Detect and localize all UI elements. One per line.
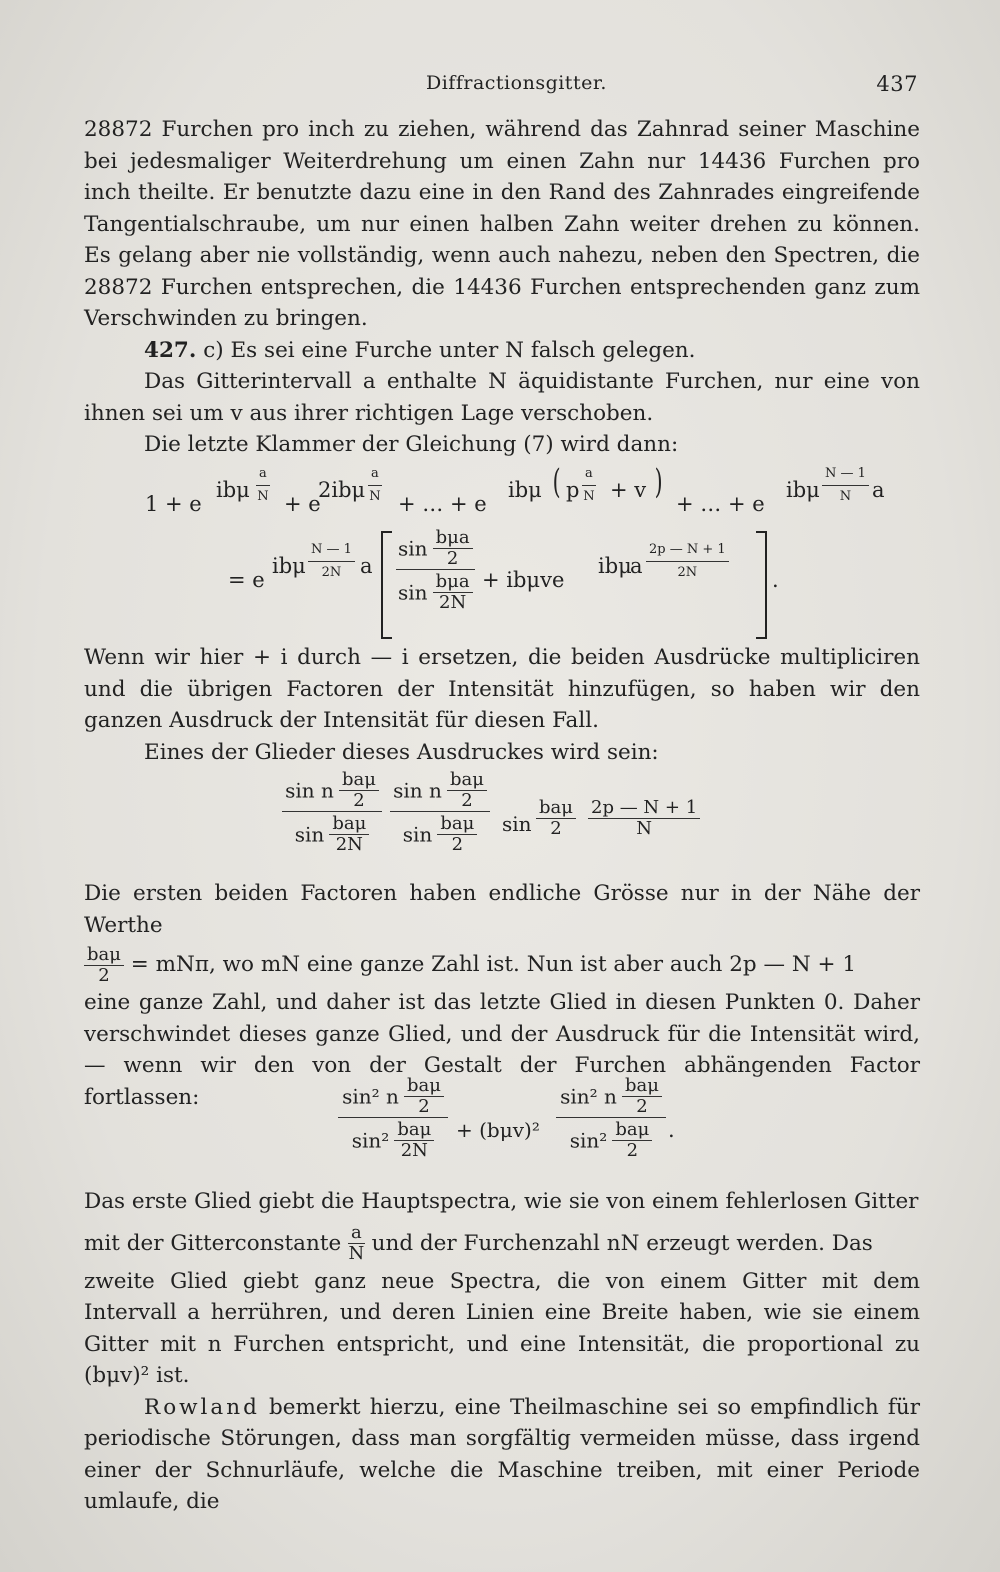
paragraph-4: Die letzte Klammer der Gleichung (7) wird dann: — [144, 432, 679, 457]
paragraph-13 — [84, 1392, 920, 1518]
eq3-frac-2: sin n $\frac{\text{baμ}}{2}$ sin $\frac{\text{baμ}}{2}$ — [390, 770, 490, 855]
p8-frac: $\frac{\text{baμ}}{2}$ — [84, 945, 124, 986]
p11-text-b: und der Furchenzahl nN erzeugt werden. Das — [371, 1230, 873, 1256]
paragraph-11 — [84, 1222, 920, 1266]
section-heading: c) Es sei eine Furche unter N falsch gelegen. — [203, 337, 696, 363]
p13-text: bemerkt hierzu, eine Theilmaschine sei so empfindlich für periodische Störungen, dass man sorgfältig vermeiden müsse, dass irgend einer der Schnurläufe, welche die Maschine treiben, mit einer Periode umlaufe, die — [84, 1394, 920, 1514]
section-number: 427. — [144, 337, 197, 363]
eq1-frac-2: $\frac{a}{N}$ — [368, 463, 382, 508]
paragraph-12: zweite Glied giebt ganz neue Spectra, die von einem Gitter mit dem Intervall a herrühren, und deren Linien eine Breite haben, wie sie einem Gitter mit n Furchen entspricht, und eine Intensität, die proportional zu (bμv)² ist. — [84, 1268, 920, 1388]
eq1-exp-a: a — [872, 478, 885, 502]
page-header — [84, 72, 920, 102]
paragraph-10: Das erste Glied giebt die Hauptspectra, wie sie von einem fehlerlosen Gitter — [84, 1189, 919, 1214]
section-427 — [84, 335, 920, 367]
eq4-plus: + (bμv)² — [456, 1118, 540, 1142]
eq2-frac-exp: $\frac{N — 1}{2N}$ — [308, 539, 355, 584]
eq1-frac-3: $\frac{a}{N}$ — [582, 463, 596, 508]
page-number: 437 — [876, 72, 918, 96]
eq4-frac-1: sin² n $\frac{\text{baμ}}{2}$ sin² $\frac{\text{baμ}}{2N}$ — [338, 1076, 448, 1161]
eq1-frac-4: $\frac{N — 1}{N}$ — [822, 463, 869, 508]
p11-text-a: mit der Gitterconstante — [84, 1230, 342, 1256]
eq1-exp-p: p — [566, 478, 580, 502]
eq2-period: . — [772, 568, 779, 592]
eq2-big-frac: sin $\frac{\text{bμa}}{2}$ sin $\frac{\text{bμa}}{2N}$ — [396, 528, 475, 613]
eq1-exp-4: ibμ — [786, 478, 820, 502]
eq2-exp-a: a — [360, 554, 373, 578]
p11-frac: $\frac{a}{N}$ — [348, 1222, 365, 1264]
eq3-frac-3: baμ 2 — [536, 798, 576, 839]
eq3-frac-1: sin n $\frac{\text{baμ}}{2}$ sin $\frac{\text{baμ}}{2N}$ — [282, 770, 382, 855]
eq1-exp-3: ibμ — [508, 478, 542, 502]
paragraph-6: Eines der Glieder dieses Ausdruckes wird sein: — [144, 739, 659, 765]
text-block-top — [84, 114, 920, 461]
text-block-bottom — [84, 1186, 920, 1518]
eq3-sin: sin — [502, 812, 532, 836]
eq2-exp-a2: a — [630, 554, 643, 578]
right-bracket — [752, 530, 772, 640]
eq2-exp-1: ibμ — [272, 554, 306, 578]
running-title: Diffractionsgitter. — [426, 72, 607, 94]
eq2-frac-exp2: $\frac{2p — N + 1}{2N}$ — [646, 539, 729, 584]
eq4-frac-2: sin² n $\frac{\text{baμ}}{2}$ sin² $\frac{\text{baμ}}{2}$ — [556, 1076, 666, 1161]
paragraph-1: 28872 Furchen pro inch zu ziehen, während das Zahnrad seiner Maschine bei jedesmaliger Weiterdrehung um einen Zahn nur 14436 Furchen pro inch theilte. Er benutzte dazu eine in den Rand des Zahnrades eingreifende Tangentialschraube, um nur einen halben Zahn weiter drehen zu können. Es gelang aber nie vollständig, wenn auch nahezu, neben den Spectren, die 28872 Furchen entsprechen, die 14436 Furchen entsprechenden ganz zum Verschwinden zu bringen. — [84, 117, 920, 331]
eq1-exp-2: 2ibμ — [318, 478, 366, 502]
left-bracket — [378, 530, 398, 640]
eq1-exp-v: + v — [610, 478, 647, 502]
text-block-middle — [84, 642, 920, 768]
author-name: Rowland — [144, 1394, 260, 1420]
paragraph-9: eine ganze Zahl, und daher ist das letzte Glied in diesen Punkten 0. Daher verschwindet dieses ganze Glied, und der Ausdruck für die Intensität wird, — wenn wir den von der Gestalt der Furchen abhängenden Factor fortlassen: — [84, 990, 920, 1110]
paragraph-5: Wenn wir hier + i durch — i ersetzen, die beiden Ausdrücke multipliciren und die übrigen Factoren der Intensität hinzufügen, so haben wir den ganzen Ausdruck der Intensität für diesen Fall. — [84, 645, 920, 733]
eq1-exp-1: ibμ — [216, 478, 250, 502]
eq4-period: . — [668, 1118, 675, 1142]
eq1-term-4: + … + e — [676, 492, 765, 516]
document-page: Diffractionsgitter. 437 28872 Furchen pro inch zu ziehen, während das Zahnrad seiner Maschine bei jedesmaliger Weiterdrehung um einen Zahn nur 14436 Furchen pro inch theilte. Er benutzte dazu eine in den Rand des Zahnrades eingreifende Tangentialschraube, um nur einen halben Zahn weiter drehen zu können. Es gelang aber nie vollständig, wenn auch nahezu, neben den Spectren, die 28872 Furchen entsprechen, die 14436 Furchen entsprechenden ganz zum Verschwinden zu bringen. 427. c) Es sei eine Furche unter N falsch gelegen. Das Gitterintervall a enthalte N äquidistante Furchen, nur eine von ihnen sei um v aus ihrer richtigen Lage verschoben. Die letzte Klammer der Gleichung (7) wird dann: 1 + e ibμ $\frac{a}{N}$ + e 2ibμ $\frac{a}{N}$ + … + e ibμ ( p $\frac{a}{N}$ + v ) + … + e ibμ $\frac{N — 1}{N}$ a = e ibμ $\frac{N — 1}{2N}$ a sin $\frac{\text{bμa}}{2}$ sin $\frac{\text{bμa}}{2N}$ + ibμve ibμ a $\frac{2p — N + 1}{2N}$ . Wenn wir hier + i durch — i ersetzen, die beiden Ausdrücke multipliciren und die übrigen Factoren der Intensität hinzufügen, so haben wir den ganzen Ausdruck der Intensität für diesen Fall. Eines der Glieder dieses Ausdruckes wird sein: sin n $\frac{\text{baμ}}{2}$ sin $\frac{\text{baμ}}{2N}$ sin n $\frac{\text{baμ}}{2}$ sin $\frac{\text{baμ}}{2}$ sin baμ 2 $\frac{2p — N + 1}{N}$ Die ersten beiden Factoren haben endliche Grösse nur in der Nähe der Werthe $\frac{\text{baμ}}{2}$ = mNπ, wo mN eine ganze Zahl ist. Nun ist aber auch 2p — N + 1 eine ganze Zahl, und daher ist das letzte Glied in diesen Punkten 0. Daher verschwindet dieses ganze Glied, und der Ausdruck für die Intensität wird, — wenn wir den von der Gestalt der Furchen abhängenden Factor fortlassen: sin² n $\frac{\text{baμ}}{2}$ sin² $\frac{\text{baμ}}{2N}$ + (bμv)² sin² n $\frac{\text{baμ}}{2}$ sin² $\frac{\text{baμ}}{2}$ . Das erste Glied giebt die Hauptspectra, wie sie von einem fehlerlosen Gitter mit der Gitterconstante $\frac{a}{N}$ und der Furchenzahl nN erzeugt werden. Das zweite Glied giebt ganz neue Spectra, die von einem Gitter mit dem Intervall a herrühren, und deren Linien eine Breite haben, wie sie einem Gitter mit n Furchen entspricht, und eine Intensität, die proportional zu (bμv)² ist. Rowland bemerkt hierzu, eine Theilmaschine sei so empfindlich für periodische Störungen, dass man sorgfältig vermeiden müsse, dass irgend einer der Schnurläufe, welche die Maschine treiben, mit einer Periode umlaufe, die — [0, 0, 1000, 1572]
eq1-frac-1: $\frac{a}{N}$ — [256, 463, 270, 508]
eq2-exp-2: ibμ — [598, 554, 632, 578]
paragraph-8 — [84, 943, 920, 987]
text-block-lower — [84, 878, 920, 1113]
eq3-frac-4: $\frac{2p — N + 1}{N}$ — [588, 798, 700, 839]
eq2-eq-e: = e — [228, 568, 265, 592]
eq2-plus-ibmuve: + ibμve — [482, 568, 565, 592]
paragraph-7: Die ersten beiden Factoren haben endliche Grösse nur in der Nähe der Werthe — [84, 881, 920, 938]
p8-text: = mNπ, wo mN eine ganze Zahl ist. Nun ist aber auch 2p — N + 1 — [130, 952, 857, 977]
eq1-term-3: + … + e — [398, 492, 487, 516]
paragraph-3: Das Gitterintervall a enthalte N äquidistante Furchen, nur eine von ihnen sei um v aus ihrer richtigen Lage verschoben. — [84, 369, 920, 426]
eq1-term-1: 1 + e — [145, 492, 202, 516]
eq1-term-2: + e — [284, 492, 321, 516]
